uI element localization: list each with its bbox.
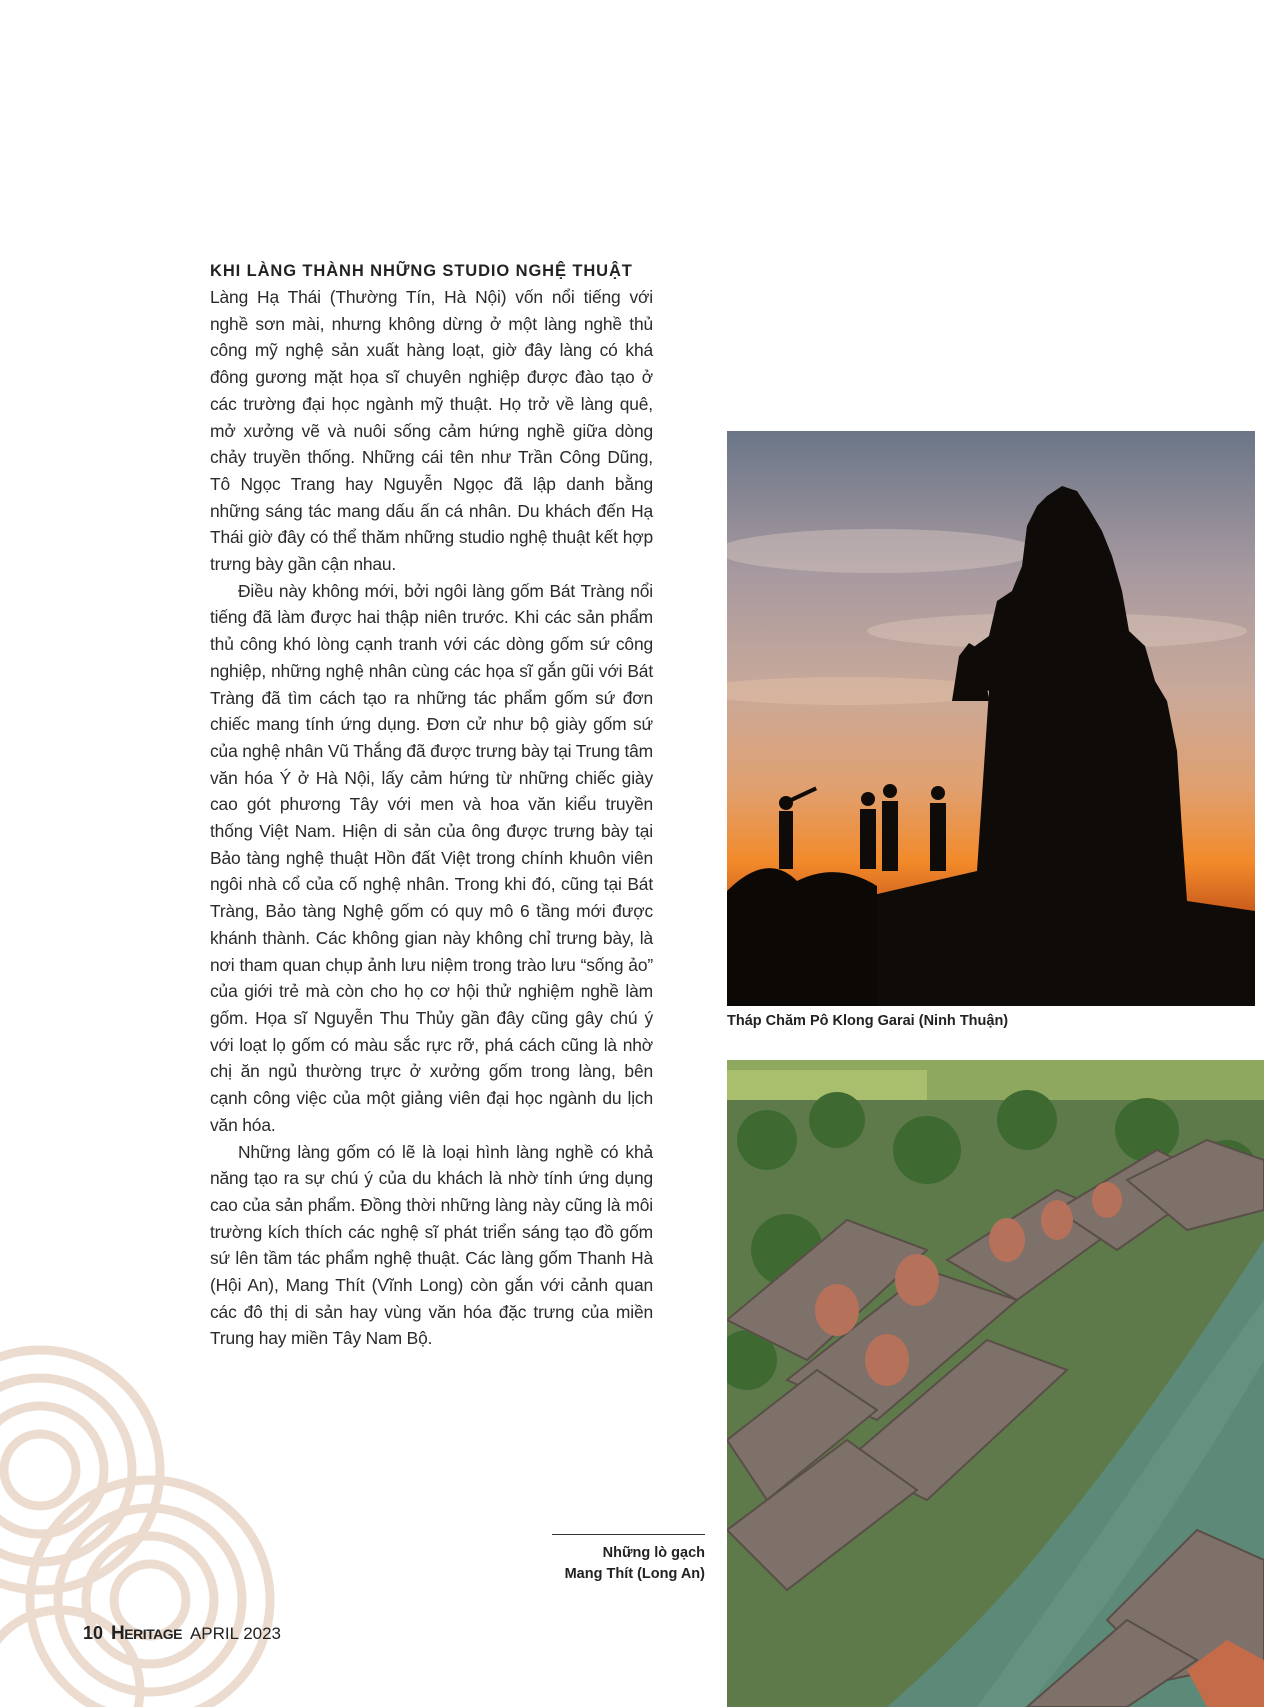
- magazine-name: [111, 1623, 182, 1645]
- page-footer: [83, 1623, 281, 1645]
- paragraph-2: Điều này không mới, bởi ngôi làng gốm Bát Tràng nổi tiếng đã làm được hai thập niên trước. Khi các sản phẩm thủ công khó lòng cạnh tranh với các dòng gốm sứ công nghiệp, những nghệ nhân cùng các họa sĩ gắn gũi với Bát Tràng đã tìm cách tạo ra những tác phẩm gốm sứ đơn chiếc mang tính ứng dụng. Đơn cử như bộ giày gốm sứ của nghệ nhân Vũ Thắng đã được trưng bày tại Trung tâm văn hóa Ý ở Hà Nội, lấy cảm hứng từ những chiếc giày cao gót phương Tây với men và hoa văn kiểu truyền thống Việt Nam. Hiện di sản của ông được trưng bày tại Bảo tàng nghệ thuật Hồn đất Việt trong chính khuôn viên ngôi nhà cổ của cố nghệ nhân. Trong khi đó, cũng tại Bát Tràng, Bảo tàng Nghệ gốm có quy mô 6 tầng mới được khánh thành. Các không gian này không chỉ trưng bày, là nơi tham quan chụp ảnh lưu niệm trong trào lưu “sống ảo” của giới trẻ mà còn cho họ cơ hội thử nghiệm nghề làm gốm. Họa sĩ Nguyễn Thu Thủy gần đây cũng gây chú ý với loạt lọ gốm có màu sắc rực rỡ, phá cách cũng là nhờ chị ăn ngủ thường trực ở xưởng gốm trong làng, bên cạnh công việc của một giảng viên đại học ngành du lịch văn hóa.: [210, 580, 653, 1135]
- section-heading: KHI LÀNG THÀNH NHỮNG STUDIO NGHỆ THUẬT: [210, 262, 633, 280]
- magazine-rest: ERITAGE: [124, 1626, 182, 1642]
- kiln-caption-line2: Mang Thít (Long An): [564, 1566, 705, 1582]
- magazine-initial: H: [111, 1623, 125, 1644]
- cham-tower-photo: [727, 431, 1255, 1006]
- page-number: 10: [83, 1623, 104, 1643]
- cloud-ornament-icon: [0, 1330, 300, 1707]
- kiln-village-photo: [727, 1060, 1264, 1707]
- kiln-caption-line1: Những lò gạch: [602, 1545, 705, 1561]
- issue-date: APRIL 2023: [189, 1624, 282, 1643]
- tower-caption: Tháp Chăm Pô Klong Garai (Ninh Thuận): [727, 1013, 1009, 1029]
- paragraph-1: Làng Hạ Thái (Thường Tín, Hà Nội) vốn nổi tiếng với nghề sơn mài, nhưng không dừng ở một làng nghề thủ công mỹ nghệ sản xuất hàng loạt, giờ đây làng có khá đông gương mặt họa sĩ chuyên nghiệp được đào tạo ở các trường đại học ngành mỹ thuật. Họ trở về làng quê, mở xưởng vẽ và nuôi sống cảm hứng nghề giữa dòng chảy truyền thống. Những cái tên như Trần Công Dũng, Tô Ngọc Trang hay Nguyễn Ngọc đã lập danh bằng những sáng tác mang dấu ấn cá nhân. Du khách đến Hạ Thái giờ đây có thể thăm những studio nghệ thuật kết hợp trưng bày gần cận nhau.: [210, 287, 653, 575]
- kiln-caption: [552, 1534, 705, 1585]
- article-body: [210, 262, 653, 1352]
- paragraph-3: Những làng gốm có lẽ là loại hình làng nghề có khả năng tạo ra sự chú ý của du khách là nhờ tính ứng dụng cao của sản phẩm. Đồng thời những làng này cũng là môi trường kích thích các nghệ sĩ phát triển sáng tạo đồ gốm sứ lên tầm tác phẩm nghệ thuật. Các làng gốm Thanh Hà (Hội An), Mang Thít (Vĩnh Long) còn gắn với cảnh quan các đô thị di sản hay vùng văn hóa đặc trưng của miền Trung hay miền Tây Nam Bộ.: [210, 1141, 653, 1349]
